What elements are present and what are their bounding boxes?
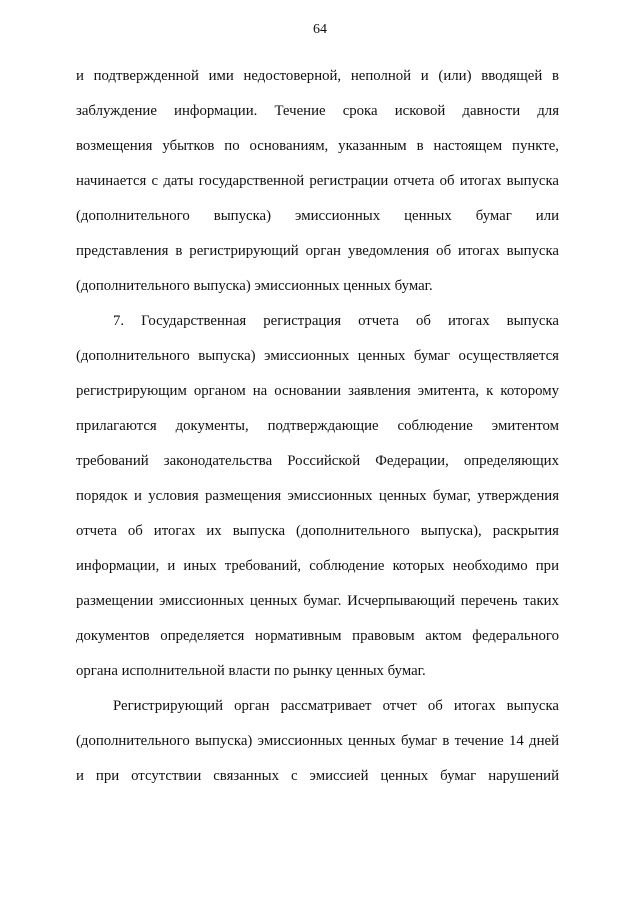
text-line: представления в регистрирующий орган уведомления об итогах выпуска xyxy=(76,243,559,259)
text-line: информации, и иных требований, соблюдение которых необходимо при xyxy=(76,558,559,574)
text-line: прилагаются документы, подтверждающие соблюдение эмитентом xyxy=(76,418,559,434)
text-line: и при отсутствии связанных с эмиссией ценных бумаг нарушений xyxy=(76,768,559,784)
text-line: регистрирующим органом на основании заявления эмитента, к которому xyxy=(76,383,559,399)
text-line: органа исполнительной власти по рынку ценных бумаг. xyxy=(76,663,426,679)
text-line: документов определяется нормативным правовым актом федерального xyxy=(76,628,559,644)
page-number: 64 xyxy=(313,22,327,37)
text-line: порядок и условия размещения эмиссионных ценных бумаг, утверждения xyxy=(76,488,559,504)
text-line: (дополнительного выпуска) эмиссионных ценных бумаг. xyxy=(76,278,433,294)
text-line: Регистрирующий орган рассматривает отчет об итогах выпуска xyxy=(113,698,559,714)
text-line: (дополнительного выпуска) эмиссионных ценных бумаг в течение 14 дней xyxy=(76,733,559,749)
text-line: (дополнительного выпуска) эмиссионных ценных бумаг осуществляется xyxy=(76,348,559,364)
text-line: размещении эмиссионных ценных бумаг. Исчерпывающий перечень таких xyxy=(76,593,559,609)
text-line: заблуждение информации. Течение срока исковой давности для xyxy=(76,103,559,119)
text-line: и подтвержденной ими недостоверной, неполной и (или) вводящей в xyxy=(76,68,559,84)
text-line: 7. Государственная регистрация отчета об итогах выпуска xyxy=(113,313,559,329)
text-line: отчета об итогах их выпуска (дополнительного выпуска), раскрытия xyxy=(76,523,559,539)
text-line: начинается с даты государственной регистрации отчета об итогах выпуска xyxy=(76,173,559,189)
text-line: (дополнительного выпуска) эмиссионных ценных бумаг или xyxy=(76,208,559,224)
text-line: возмещения убытков по основаниям, указанным в настоящем пункте, xyxy=(76,138,559,154)
text-line: требований законодательства Российской Федерации, определяющих xyxy=(76,453,559,469)
